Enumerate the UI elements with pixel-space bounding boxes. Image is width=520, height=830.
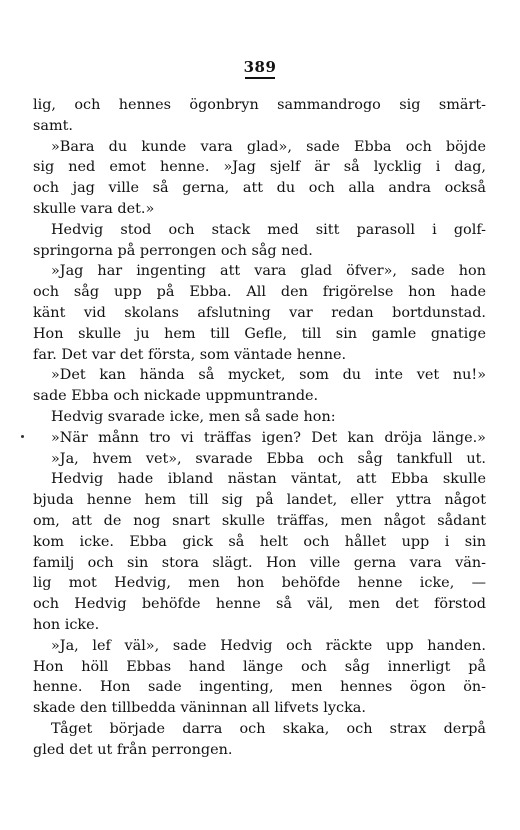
text-line: Hedvig hade ibland nästan väntat, att Ebba skulle bbox=[51, 471, 486, 488]
text-line: samt. bbox=[33, 117, 73, 134]
text-line: »Ja, lef väl», sade Hedvig och räckte upp handen. bbox=[51, 637, 486, 654]
text-line: Hon höll Ebbas hand länge och såg innerligt på bbox=[33, 658, 486, 675]
margin-speck bbox=[21, 435, 24, 438]
text-line: Tåget började darra och skaka, och strax derpå bbox=[51, 720, 486, 737]
text-line: och jag ville så gerna, att du och alla andra också bbox=[33, 180, 486, 197]
text-line: och Hedvig behöfde henne så väl, men det förstod bbox=[33, 596, 486, 613]
text-line: »Ja, hvem vet», svarade Ebba och såg tankfull ut. bbox=[51, 450, 486, 467]
text-line: Hon skulle ju hem till Gefle, till sin gamle gnatige bbox=[33, 325, 486, 342]
text-line: far. Det var det första, som väntade henne. bbox=[33, 346, 347, 363]
text-line: och såg upp på Ebba. All den frigörelse hon hade bbox=[33, 284, 486, 301]
text-line: Hedvig svarade icke, men så sade hon: bbox=[51, 408, 336, 425]
text-line: skulle vara det.» bbox=[33, 200, 155, 217]
text-line: gled det ut från perrongen. bbox=[33, 741, 233, 758]
body-text bbox=[33, 95, 486, 761]
page-number: 389 bbox=[230, 58, 290, 79]
text-line: lig, och hennes ögonbryn sammandrogo sig smärt- bbox=[33, 97, 486, 113]
text-line: »Bara du kunde vara glad», sade Ebba och böjde bbox=[51, 138, 486, 155]
text-line: springorna på perrongen och såg ned. bbox=[33, 242, 313, 259]
text-line: skade den tillbedda väninnan all lifvets lycka. bbox=[33, 700, 366, 717]
text-line: bjuda henne hem till sig på landet, eller yttra något bbox=[33, 492, 486, 509]
text-line: kom icke. Ebba gick så helt och hållet upp i sin bbox=[33, 533, 486, 550]
text-line: hon icke. bbox=[33, 616, 100, 633]
text-line: sade Ebba och nickade uppmuntrande. bbox=[33, 388, 319, 405]
text-line: känt vid skolans afslutning var redan bortdunstad. bbox=[33, 304, 486, 321]
text-line: »Det kan hända så mycket, som du inte vet nu!» bbox=[51, 367, 486, 384]
text-line: lig mot Hedvig, men hon behöfde henne icke, — bbox=[33, 575, 486, 592]
text-line: Hedvig stod och stack med sitt parasoll i golf- bbox=[51, 221, 486, 238]
text-line: »När månn tro vi träffas igen? Det kan dröja länge.» bbox=[51, 429, 486, 446]
text-line: sig ned emot henne. »Jag sjelf är så lycklig i dag, bbox=[33, 159, 486, 176]
text-line: »Jag har ingenting att vara glad öfver», sade hon bbox=[51, 263, 486, 280]
text-line: familj och sin stora slägt. Hon ville gerna vara vän- bbox=[33, 554, 486, 571]
text-line: om, att de nog snart skulle träffas, men något sådant bbox=[33, 512, 486, 529]
text-line: henne. Hon sade ingenting, men hennes ögon ön- bbox=[33, 679, 486, 696]
